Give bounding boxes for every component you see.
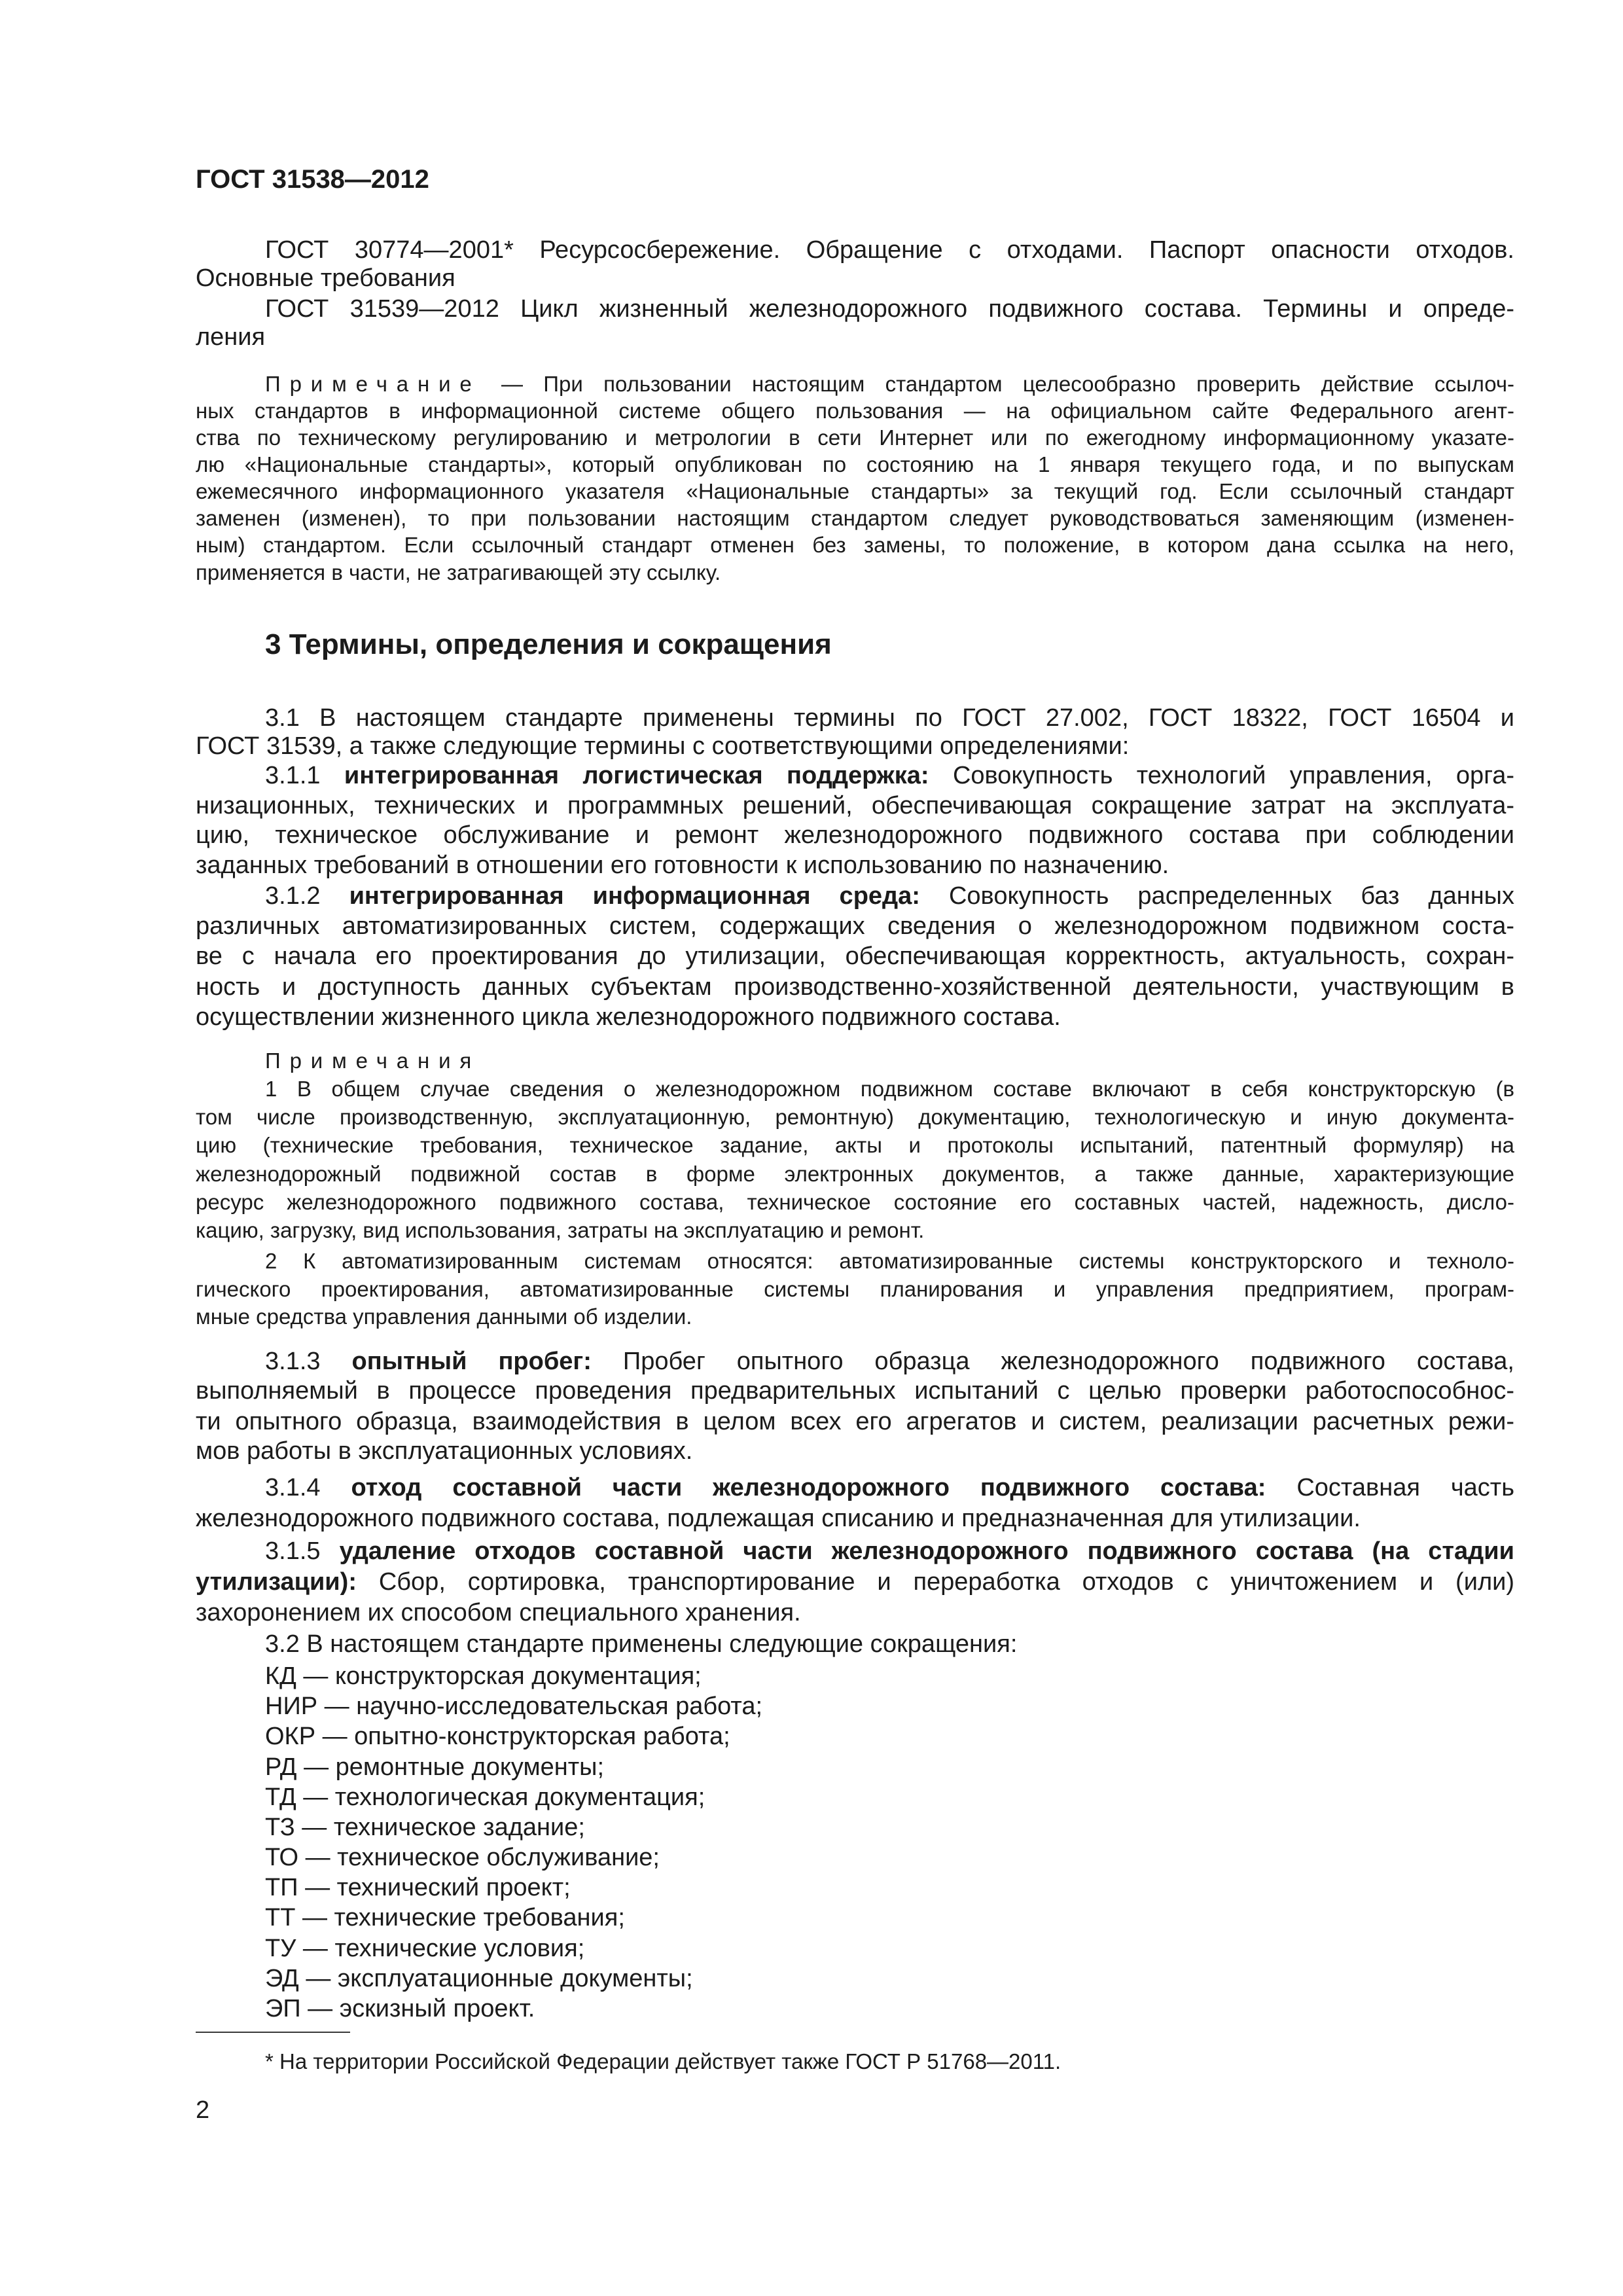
abbreviation-item: КД — конструкторская документация; <box>265 1662 702 1690</box>
term-number: 3.1.5 <box>265 1537 321 1565</box>
term-definition-start: Сбор, сортировка, транспортирование и переработка отходов с уничтожением и (или) <box>378 1568 1514 1596</box>
term-3-1-3-line-1 <box>265 1346 1514 1376</box>
abbreviation-item: ТУ — технические условия; <box>265 1935 585 1962</box>
term-number: 3.1.4 <box>265 1474 321 1501</box>
term-3-1-5-line: захоронением их способом специального хранения. <box>196 1599 801 1626</box>
term-3-1-5-line-2 <box>196 1567 1514 1597</box>
term-3-1-1-line: цию, техническое обслуживание и ремонт железнодорожного подвижного состава при соблюдении <box>196 821 1514 849</box>
term-3-1-3-line: мов работы в эксплуатационных условиях. <box>196 1437 693 1465</box>
abbreviation-item: ТЗ — техническое задание; <box>265 1814 585 1841</box>
term-definition-start: Составная часть <box>1296 1474 1514 1501</box>
notes-label-text: Примечания <box>265 1049 481 1073</box>
abbreviation-item: ТО — техническое обслуживание; <box>265 1844 660 1871</box>
note-2-line: мные средства управления данными об изделии. <box>196 1304 692 1329</box>
reference-note-line: ным) стандартом. Если ссылочный стандарт отменен без замены, то положение, в котором дана ссылка на него, <box>196 533 1514 557</box>
term-definition-start: Совокупность распределенных баз данных <box>948 882 1514 910</box>
reference-note-line: лю «Национальные стандарты», который опубликован по состоянию на 1 января текущего года, и по выпускам <box>196 452 1514 476</box>
reference-note-line: применяется в части, не затрагивающей эту ссылку. <box>196 560 721 584</box>
term-3-1-2-line: ве с начала его проектирования до утилизации, обеспечивающая корректность, актуальность, сохран- <box>196 942 1514 970</box>
term-definition-start: Пробег опытного образца железнодорожного подвижного состава, <box>622 1348 1514 1375</box>
note-1-line: кацию, загрузку, вид использования, затраты на эксплуатацию и ремонт. <box>196 1218 925 1242</box>
note-1-line: железнодорожный подвижной состав в форме электронных документов, а также данные, характеризующие <box>196 1162 1514 1186</box>
abbreviation-item: ТП — технический проект; <box>265 1874 571 1901</box>
clause-3-1-line-1: 3.1 В настоящем стандарте применены термины по ГОСТ 27.002, ГОСТ 18322, ГОСТ 16504 и <box>265 704 1514 732</box>
reference-note-line: ства по техническому регулированию и метрологии в сети Интернет или по ежегодному информационному указате- <box>196 425 1514 450</box>
term-name-continued: утилизации): <box>196 1568 357 1596</box>
note-1-line: цию (технические требования, техническое задание, акты и протоколы испытаний, патентный формуляр) на <box>196 1133 1514 1157</box>
ref-gost-31539-line-1: ГОСТ 31539—2012 Цикл жизненный железнодорожного подвижного состава. Термины и опреде- <box>265 295 1514 323</box>
note-2-line: гического проектирования, автоматизированные системы планирования и управления предприятием, програм- <box>196 1277 1514 1301</box>
term-3-1-3-line: ти опытного образца, взаимодействия в целом всех его агрегатов и систем, реализации расчетных режи- <box>196 1408 1514 1435</box>
abbreviation-item: ТД — технологическая документация; <box>265 1784 705 1811</box>
clause-3-1-line-2: ГОСТ 31539, а также следующие термины с соответствующими определениями: <box>196 732 1130 760</box>
term-name: опытный пробег: <box>351 1348 592 1375</box>
note-1-line: ресурс железнодорожного подвижного состава, техническое состояние его составных частей, надежность, дисло- <box>196 1190 1514 1214</box>
note-label: Примечание <box>265 372 481 396</box>
ref-gost-30774-line-2: Основные требования <box>196 264 455 292</box>
footnote-separator <box>196 2032 350 2033</box>
notes-label <box>265 1047 1514 1075</box>
abbreviation-item: НИР — научно-исследовательская работа; <box>265 1693 763 1720</box>
term-3-1-1-line: заданных требований в отношении его готовности к использованию по назначению. <box>196 852 1169 879</box>
abbreviation-item: ОКР — опытно-конструкторская работа; <box>265 1723 730 1750</box>
term-3-1-1-line: низационных, технических и программных решений, обеспечивающая сокращение затрат на эксплуата- <box>196 792 1514 819</box>
note-1-line: 1 В общем случае сведения о железнодорожном подвижном составе включают в себя конструкторскую (в <box>265 1077 1514 1101</box>
note-1-line: том числе производственную, эксплуатационную, ремонтную) документацию, технологическую и иную документа- <box>196 1105 1514 1129</box>
term-3-1-2-line: различных автоматизированных систем, содержащих сведения о железнодорожном подвижном соста- <box>196 912 1514 940</box>
reference-note-line: заменен (изменен), то при пользовании настоящим стандартом следует руководствоваться заменяющим (изменен- <box>196 506 1514 530</box>
page-number: 2 <box>196 2096 210 2124</box>
term-3-1-4-line-1 <box>265 1473 1514 1503</box>
document-number-header: ГОСТ 31538—2012 <box>196 165 429 194</box>
term-name: удаление отходов составной части железнодорожного подвижного состава (на стадии <box>339 1537 1515 1565</box>
note-text-start: — При пользовании настоящим стандартом целесообразно проверить действие ссылоч- <box>501 372 1515 396</box>
abbreviation-item: РД — ремонтные документы; <box>265 1753 605 1781</box>
ref-gost-30774-line-1: ГОСТ 30774—2001* Ресурсосбережение. Обращение с отходами. Паспорт опасности отходов. <box>265 236 1514 264</box>
abbreviation-item: ТТ — технические требования; <box>265 1904 625 1931</box>
term-number: 3.1.2 <box>265 882 321 910</box>
term-number: 3.1.1 <box>265 762 321 789</box>
term-name: отход составной части железнодорожного подвижного состава: <box>351 1474 1266 1501</box>
abbreviation-item: ЭП — эскизный проект. <box>265 1995 535 2022</box>
term-name: интегрированная информационная среда: <box>349 882 920 910</box>
reference-note-line-1 <box>265 370 1514 398</box>
term-3-1-2-line: ность и доступность данных субъектам производственно-хозяйственной деятельности, участвующим в <box>196 973 1514 1001</box>
term-3-1-4-line: железнодорожного подвижного состава, подлежащая списанию и предназначенная для утилизации. <box>196 1505 1361 1532</box>
term-definition-start: Совокупность технологий управления, орга- <box>952 762 1515 789</box>
reference-note-line: ежемесячного информационного указателя «Национальные стандарты» за текущий год. Если ссылочный стандарт <box>196 479 1514 503</box>
term-3-1-5-line-1 <box>265 1536 1514 1566</box>
ref-gost-31539-line-2: ления <box>196 323 266 351</box>
term-3-1-2-line-1 <box>265 881 1514 911</box>
footnote: * На территории Российской Федерации действует также ГОСТ Р 51768—2011. <box>265 2049 1061 2073</box>
note-2-line: 2 К автоматизированным системам относятся: автоматизированные системы конструкторского и техноло- <box>265 1249 1514 1273</box>
term-number: 3.1.3 <box>265 1348 321 1375</box>
term-name: интегрированная логистическая поддержка: <box>344 762 929 789</box>
reference-note-line: ных стандартов в информационной системе общего пользования — на официальном сайте Федерального агент- <box>196 399 1514 423</box>
term-3-1-1-line-1 <box>265 761 1514 791</box>
clause-3-2: 3.2 В настоящем стандарте применены следующие сокращения: <box>265 1630 1018 1658</box>
abbreviation-item: ЭД — эксплуатационные документы; <box>265 1965 693 1992</box>
term-3-1-3-line: выполняемый в процессе проведения предварительных испытаний с целью проверки работоспособнос- <box>196 1377 1514 1405</box>
term-3-1-2-line: осуществлении жизненного цикла железнодорожного подвижного состава. <box>196 1003 1061 1031</box>
section-3-heading: 3 Термины, определения и сокращения <box>265 628 832 660</box>
